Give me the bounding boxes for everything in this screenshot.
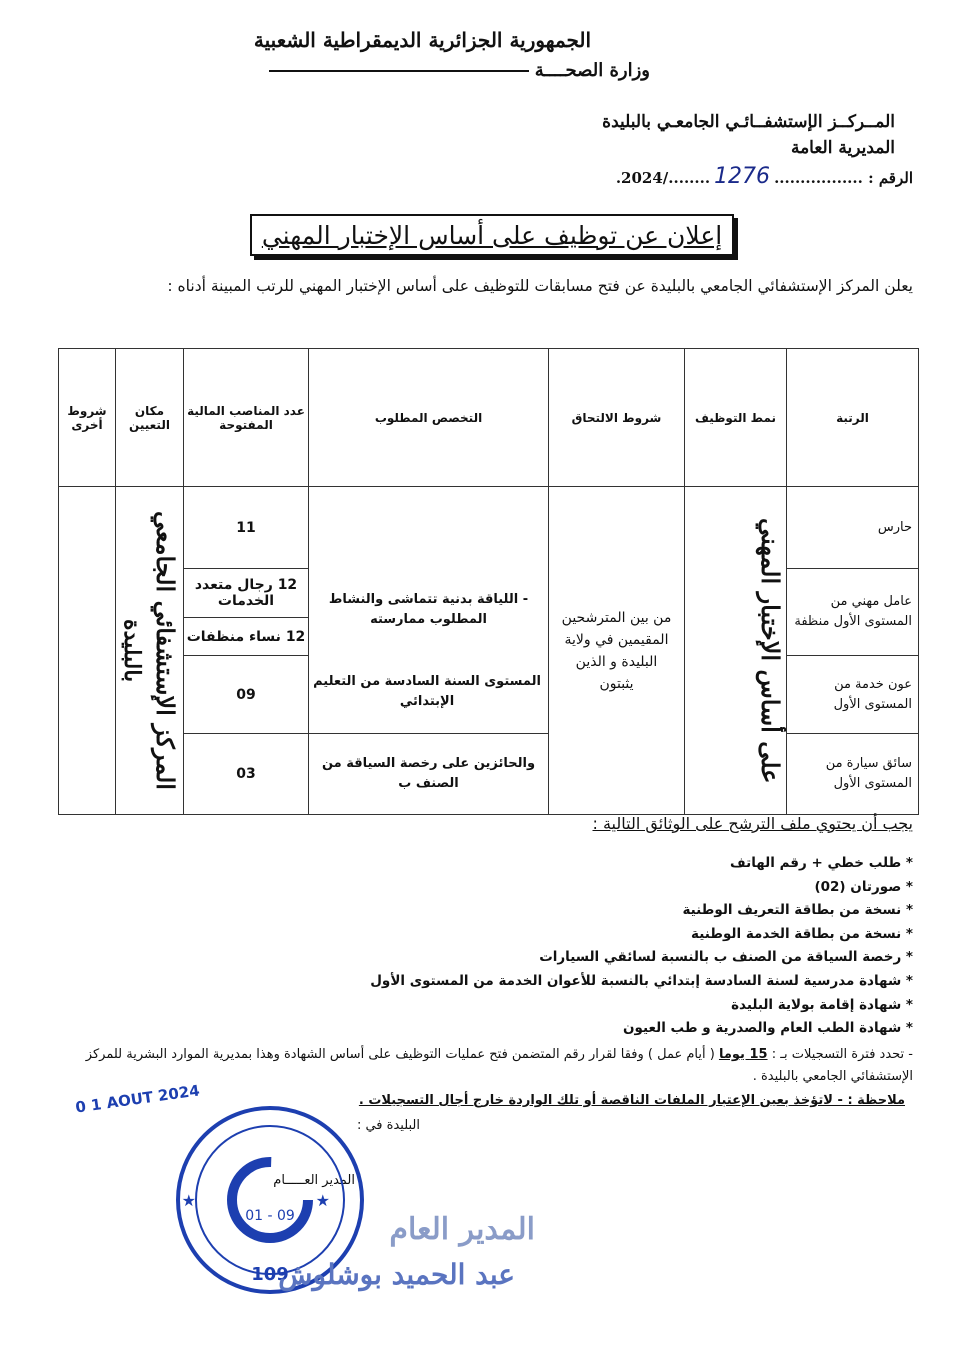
- positions-cell-split: 12 رجال متعدد الخدمات 12 نساء منظفات: [184, 569, 309, 656]
- rank-cell: عون خدمة من المستوى الأول: [787, 656, 919, 734]
- mode-cell: [685, 487, 787, 815]
- col-conditions: شروط الالتحاق: [549, 349, 685, 487]
- stamp-date: 0 1 AOUT 2024: [74, 1081, 201, 1117]
- rank-cell: سائق سيارة من المستوى الأول: [787, 734, 919, 815]
- table-header-row: [59, 349, 919, 487]
- col-rank: الرتبة: [787, 349, 919, 487]
- positions-table: [58, 348, 919, 815]
- list-item: * نسخة من بطاقة التعريف الوطنية: [682, 902, 913, 919]
- svg-text:★: ★: [315, 1191, 330, 1210]
- specialty-primary-text: المستوى السنة السادسة من التعليم الإبتدائي: [313, 674, 541, 709]
- republic-header: [0, 28, 955, 52]
- col-positions: عدد المناصب المالية المفتوحة: [184, 349, 309, 487]
- col-mode: نمط التوظيف: [685, 349, 787, 487]
- stamp-code: 109: [251, 1264, 289, 1285]
- col-other: شروط أخرى: [59, 349, 116, 487]
- list-item: * صورتان (02): [814, 878, 913, 895]
- conditions-cell: من بين المترشحين المقيمين في ولاية البليدة و الذين يثبتون: [549, 487, 685, 815]
- list-item: * رخصة السياقة من الصنف ب بالنسبة لسائقي السيارات: [539, 949, 913, 966]
- list-item: * طلب خطي + رقم الهاتف: [730, 855, 913, 871]
- organization-name: المــركــز الإستشفــائـي الجامعـي بالبليدة: [602, 112, 895, 132]
- remark-note: ملاحظة : - لاتؤخذ بعين الإعتبار الملفات الناقصة أو تلك الواردة خارج أجال التسجيلات .: [358, 1093, 905, 1108]
- closing-role: المدير العـــــام: [273, 1173, 355, 1188]
- intro-paragraph: يعلن المركز الإستشفائي الجامعي بالبليدة عن فتح مسابقات للتوظيف على أساس الإختبار المهني للرتب المبينة أدناه :: [167, 277, 913, 295]
- list-item: * شهادة الطب العام والصدرية و طب العيون: [623, 1020, 913, 1037]
- other-cell: [59, 487, 116, 815]
- republic-title: الجمهورية الجزائرية الديمقراطية الشعبية: [253, 28, 592, 52]
- svg-text:★: ★: [181, 1191, 196, 1210]
- col-specialty: التخصص المطلوب: [309, 349, 549, 487]
- ministry-name: وزارة الصحــــة: [269, 60, 650, 81]
- place-cell: [116, 487, 184, 815]
- positions-cell: 03: [184, 734, 309, 815]
- documents-heading: يجب أن يحتوي ملف الترشح على الوثائق التالية :: [592, 814, 913, 833]
- rank-cell: حارس: [787, 487, 919, 569]
- rank-cell: عامل مهني من المستوى الأول منظفة: [787, 569, 919, 656]
- signature-name: عبد الحميد بوشلوش: [278, 1258, 515, 1291]
- list-item: * شهادة مدرسية لسنة السادسة إبتدائي بالنسبة للأعوان الخدمة من المستوى الأول: [370, 972, 913, 989]
- positions-cell: 11: [184, 487, 309, 569]
- positions-cell: 09: [184, 656, 309, 734]
- list-item: * شهادة إقامة بولاية البليدة: [731, 996, 913, 1013]
- reference-number: الرقم : .................1276......../2024.: [615, 164, 913, 189]
- list-item: * نسخة من بطاقة الخدمة الوطنية: [691, 925, 913, 942]
- directorate-name: المديرية العامة: [790, 138, 895, 158]
- stamp-small-code: 09 - 01: [245, 1208, 295, 1224]
- registration-note: - تحدد فترة التسجيلات بـ : 15 يوما ( أيام عمل ) وفقا لقرار رقم المتضمن فتح عمليات التوظيف على أساس الشهادة وهذا بمديرية الموارد البشرية للمركز الإستشفائي الجامعي بالبليدة .: [85, 1047, 913, 1084]
- registration-days: 15 يوما: [718, 1047, 768, 1062]
- handwritten-number: 1276: [714, 164, 771, 189]
- place-vertical-2: بالبليدة: [119, 618, 145, 683]
- documents-list: [370, 852, 913, 1041]
- table-row: [59, 734, 919, 815]
- mode-vertical-text: على أساس الإختبار المهني: [756, 517, 785, 784]
- col-place: مكان التعيين: [116, 349, 184, 487]
- table-row: [59, 487, 919, 569]
- place-vertical-1: المركز الإستشفائي الجامعي: [151, 511, 180, 790]
- specialty-cell: والحائزين على رخصة السياقة من الصنف ب: [309, 734, 549, 815]
- specialty-cell: - اللياقة بدنية تتماشى والنشاط المطلوب ممارسته: [309, 487, 549, 734]
- signature-title: المدير العام: [389, 1212, 535, 1247]
- closing-place: البليدة في :: [356, 1118, 420, 1133]
- page-title: إعلان عن توظيف على أساس الإختبار المهني: [250, 214, 734, 256]
